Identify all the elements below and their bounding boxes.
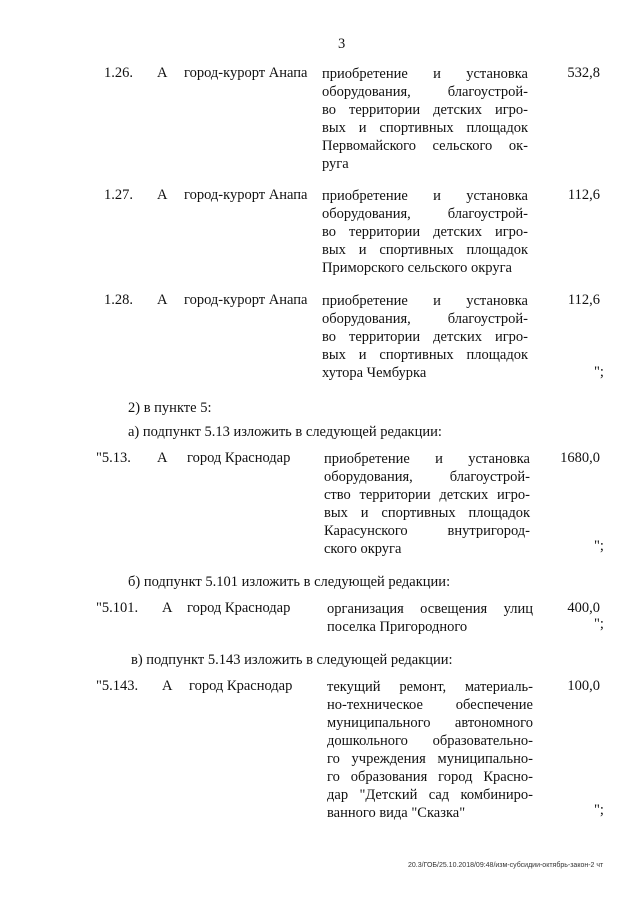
row-description: организация освещения улиц поселка Пригородного	[327, 601, 533, 635]
row-municipality: город-курорт Анапа	[184, 65, 308, 81]
row-number: 1.28.	[104, 292, 133, 308]
row-municipality: город-курорт Анапа	[184, 187, 308, 203]
row-amount: 1680,0	[560, 450, 600, 466]
row-closing-quote: ";	[594, 802, 604, 818]
row-municipality: город-курорт Анапа	[184, 292, 308, 308]
row-number: "5.13.	[96, 450, 131, 466]
document-footer-code: 20.3/ГОБ/25.10.2018/09:48/изм-субсидии-октябрь-закон-2 чт	[408, 862, 604, 869]
row-closing-quote: ";	[594, 538, 604, 554]
row-description: текущий ремонт, материаль- но-техническое обеспечение муниципального автономного дошкольного образовательно- го учреждения муниципально- го образования город Красно- дар "Детский сад комбиниро- ванного вида "Сказка"	[327, 679, 533, 821]
row-number: "5.143.	[96, 678, 139, 694]
row-closing-quote: ";	[594, 616, 604, 632]
row-category: А	[162, 600, 173, 616]
row-closing-quote: ";	[594, 364, 604, 380]
page-number: 3	[338, 36, 346, 52]
paragraph-a: а) подпункт 5.13 изложить в следующей редакции:	[128, 424, 442, 440]
row-description: приобретение и установка оборудования, благоустрой- во территории детских игро- вых и спортивных площадок Приморского сельского округа	[322, 188, 528, 276]
paragraph-2: 2) в пункте 5:	[128, 400, 212, 416]
row-municipality: город Краснодар	[187, 600, 291, 616]
row-number: "5.101.	[96, 600, 139, 616]
row-category: А	[157, 450, 168, 466]
row-description: приобретение и установка оборудования, благоустрой- ство территории детских игро- вых и спортивных площадок Карасунского внутригород- ского округа	[324, 451, 530, 557]
row-municipality: город Краснодар	[189, 678, 293, 694]
row-description: приобретение и установка оборудования, благоустрой- во территории детских игро- вых и спортивных площадок Первомайского сельского ок- руга	[322, 66, 528, 172]
row-amount: 100,0	[567, 678, 600, 694]
paragraph-v: в) подпункт 5.143 изложить в следующей редакции:	[131, 652, 453, 668]
row-municipality: город Краснодар	[187, 450, 291, 466]
row-number: 1.26.	[104, 65, 133, 81]
row-category: А	[157, 187, 168, 203]
row-amount: 400,0	[567, 600, 600, 616]
row-amount: 112,6	[567, 292, 600, 308]
row-category: А	[157, 65, 168, 81]
row-amount: 532,8	[567, 65, 600, 81]
row-number: 1.27.	[104, 187, 133, 203]
row-amount: 112,6	[567, 187, 600, 203]
row-category: А	[162, 678, 173, 694]
paragraph-b: б) подпункт 5.101 изложить в следующей редакции:	[128, 574, 451, 590]
row-category: А	[157, 292, 168, 308]
row-description: приобретение и установка оборудования, благоустрой- во территории детских игро- вых и спортивных площадок хутора Чембурка	[322, 293, 528, 381]
